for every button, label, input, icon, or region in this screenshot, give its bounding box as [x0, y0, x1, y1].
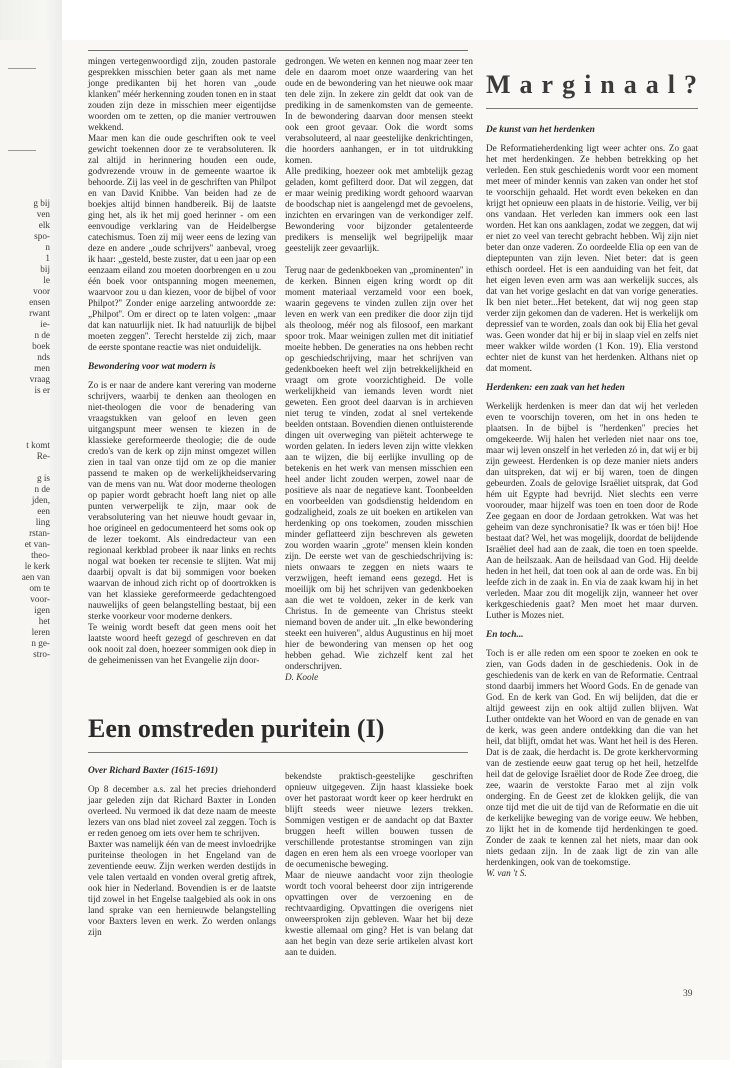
marginaal-subhead-1: De kunst van het herdenken [486, 125, 595, 135]
left-paragraph: Te weinig wordt beseft dat geen mens ooit het laatste woord heeft gezegd of geschreven en dat ook nooit zal doen, hoezeer sommigen ook diep in de geheimenissen van het Evangelie zijn door- [88, 622, 276, 665]
binding-fragment: et van- [24, 539, 50, 549]
binding-fragment: elk [38, 220, 50, 230]
binding-edge [0, 0, 62, 1068]
binding-fragment: Re- [36, 451, 50, 461]
marginaal-rule [486, 108, 698, 109]
article-paragraph: Maar de nieuwe aandacht voor zijn theologie wordt toch vooral beheerst door zijn intrigerende opvattingen over de verzoening en de rechtvaardiging. Opvattingen die overigens niet onweersproken zijn gebleven. Waar het bij deze kwestie allemaal om ging? Het is van belang dat aan het begin van deze serie artikelen alvast kort aan te duiden. [285, 870, 473, 957]
binding-fragment: om te [29, 583, 50, 593]
marginaal-subhead-3: En toch... [486, 630, 524, 640]
binding-fragment: theo- [31, 550, 50, 560]
binding-fragment: spo- [34, 231, 50, 241]
headline-rule [88, 752, 468, 753]
left-column [88, 56, 276, 666]
binding-dash-top [8, 68, 36, 69]
marginaal-column [486, 116, 698, 879]
binding-fragment: is er [34, 385, 50, 395]
binding-fragment: stro- [33, 649, 50, 659]
binding-fragment: rwant [29, 308, 50, 318]
binding-fragment: igen [34, 605, 50, 615]
binding-fragment: nds [37, 352, 50, 362]
binding-fragment: g bij [33, 198, 50, 208]
middle-paragraph: Terug naar de gedenkboeken van „prominenten'' in de kerken. Binnen eigen kring wordt op dit moment materiaal verzameld voor een boek, waarin gegevens te vinden zullen zijn over het leven en werk van een prediker die door zijn tijd als theoloog, méér nog als filosoof, een markant spoor trok. Maar weinigen zullen met dit initiatief moeite hebben. De generaties na ons hebben recht op geschiedschrijving, maar het schrijven van gedenkboeken heeft wel zijn betrekkelijkheid en vraagt om grote voorzichtigheid. De volle werkelijkheid van iemands leven wordt niet geweten. Een groot deel daarvan is in archieven niet terug te vinden, zodat al snel vertekende beelden ontstaan. Bovendien dienen ontluisterende dingen uit overweging van piëteit achterwege te worden gelaten. In ieders leven zijn witte vlekken aan te wijzen, die bij eerlijke invulling op de betekenis en het werk van mensen misschien een heel ander licht zouden werpen, zowel naar de positieve als naar de negatieve kant. Toonbeelden en voorbeelden van godsdienstig heldendom en godzaligheid, zoals ze uit boeken en artikelen van herdenking op ons toekomen, zouden misschien minder geflatteerd zijn beschreven als geweten zou worden waarin „grote'' mensen klein konden zijn. De eerste wet van de geschiedschrijving is: niets onwaars te zeggen en niets waars te verzwijgen, heeft iemand eens gezegd. Het is moeilijk om bij het schrijven van gedenkboeken aan die wet te voldoen, zeker in de kerk van Christus. In de gemeente van Christus steekt niemand boven de ander uit. „In elke bewondering steekt een huiveren'', aldus Augustinus en hij moet hier de bewondering van mensen op het oog hebben gehad. Wie zichzelf kent zal het onderschrijven. [285, 265, 473, 671]
binding-fragment: n de [34, 330, 50, 340]
binding-fragment: aen van [21, 572, 50, 582]
marginaal-title: Marginaal? [486, 70, 706, 99]
page-number: 39 [683, 989, 693, 999]
article-column-1 [88, 760, 276, 938]
binding-fragment: ensen [29, 297, 50, 307]
binding-fragment: 1 [45, 253, 50, 263]
article-paragraph: Op 8 december a.s. zal het precies driehonderd jaar geleden zijn dat Richard Baxter in Londen overleed. Nu vermoed ik dat deze naam de meeste lezers van ons blad niet zoveel zal zeggen. Toch is er reden genoeg om iets over hem te schrijven. [88, 784, 276, 838]
signature-koole: D. Koole [285, 672, 319, 682]
binding-fragments-1 [8, 198, 50, 396]
left-paragraph: mingen vertegenwoordigd zijn, zouden pastorale gesprekken misschien beter gaan als met name jonge predikanten bij het horen van „oude klanken'' méér herkenning zouden tonen en in staat zouden zijn deze in misschien meer eigentijdse woorden om te zetten, op die manier vertrouwen wekkend. [88, 56, 276, 132]
binding-fragment: vraag [29, 374, 50, 384]
marginaal-text-2: Werkelijk herdenken is meer dan dat wij het verleden even te voorschijn toveren, om het in ons heden te plaatsen. In de bijbel is "herdenken" precies het omgekeerde. Wij halen het verleden niet naar ons toe, maar wij leven onszelf in het verleden zó in, dat wij er bij zijn geweest. Herdenken is op deze manier niets anders dan uitspreken, dat wij er bij waren, toen de dingen gebeurden. Zoals de gelovige Israëliet uitsprak, dat God hém uit Egypte had bevrijd. Niet slechts een verre voorouder, maar hijzelf was toen en toen door de Rode Zee gegaan en door de Jordaan getrokken. Wat was het geheim van deze synchronisatie? Ik was er tóen bij! Hoe bestaat dat? Wel, het was mogelijk, doordat de belijdende Israëliet deel had aan de zaak, die toen en toen speelde. Aan de heilszaak. Aan de heilsdaad van God. Hij deelde heden in het heil, dat toen ook al aan de orde was. En bij leefde zich in de zaak in. En via de zaak kwam hij in het verleden. Maar zou dit mogelijk zijn, wanneer het over kerkgeschiedenis gaat? Men moet het maar durven. Luther is Mozes niet. [486, 401, 699, 620]
middle-column [285, 56, 473, 683]
binding-fragment: boek [32, 341, 50, 351]
article-headline: Een omstreden puritein (I) [88, 714, 385, 743]
binding-fragment: ie- [40, 319, 50, 329]
binding-fragments-2 [8, 440, 50, 660]
binding-fragment [8, 462, 50, 473]
left-paragraph: Maar men kan die oude geschriften ook te veel gewicht toekennen door ze te verabsoluteren. Ik zal altijd in herinnering houden een oude, godvrezende vrouw in de gemeente waartoe ik behoorde. Zij las veel in de geschriften van Philpot en van David Knibbe. Van beiden had ze de boekjes altijd binnen handbereik. Bij de laatste ging het, als ik het mij goed herinner - om een eenvoudige verklaring van de Heidelbergse catechismus. Toen zij mij weer eens de lezing van deze en andere „oude schrijvers'' aanbeval, vroeg ik haar: „gesteld, beste zuster, dat u een jaar op een eenzaam eiland zou moeten doorbrengen en u zou één boek voor ontspanning mogen meenemen, waarvoor zou u dan kiezen, voor de bijbel of voor Philpot?'' Zonder enige aarzeling antwoordde ze: „Philpot''. Om er direct op te laten volgen: „maar dat kan natuurlijk niet. Ik had natuurlijk de bijbel moeten zeggen''. Terecht herstelde zij zich, maar de eerste spontane reactie was niet onduidelijk. [88, 133, 276, 352]
binding-fragment: g is [36, 473, 50, 483]
binding-fragment: le [43, 275, 50, 285]
binding-fragment: le kerk [24, 561, 50, 571]
binding-fragment: t komt [26, 440, 50, 450]
marginaal-subhead-2: Herdenken: een zaak van het heden [486, 383, 625, 393]
left-paragraph: Zo is er naar de andere kant verering van moderne schrijvers, waarbij te denken aan theologen en niet-theologen die voor de benadering van vraagstukken van geloof en leven geen uitgangspunt meer wensen te kiezen in de klassieke gereformeerde theologie; die de oude credo's van de kerk op zijn minst omgezet willen zien in taal van onze tijd om ze op die manier passend te maken op de werkelijkheidservaring van de mens van nu. Wat door moderne theologen op papier wordt gebracht hoeft lang niet op alle punten verwerpelijk te zijn, maar ook de verabsolutering van het nieuwe houdt gevaar in, hoe origineel en gedocumenteerd het soms ook op de lezer toekomt. Als eindredacteur van een regionaal kerkblad probeer ik naar links en rechts nogal wat boeken ter recensie te slijten. Wat mij daarbij opvalt is dat bij sommigen voor boeken waarvan de inhoud zich richt op of doortrokken is van het klassieke gereformeerde gedachtengoed nauwelijks of geen belangstelling bestaat, bij een sterke voorkeur voor moderne denkers. [88, 380, 276, 621]
binding-fragment: ven [36, 209, 50, 219]
binding-fragment: het [38, 616, 50, 626]
middle-paragraph: Alle prediking, hoezeer ook met ambtelijk gezag geladen, komt gefilterd door. Dat wil zeggen, dat er maar weinig prediking wordt gehoord waarvan de boodschap niet is aangelengd met de gevoelens, inzichten en ervaringen van de verkondiger zelf. Bewondering voor bijzonder getalenteerde predikers is menselijk wel begrijpelijk maar geestelijk zeer gevaarlijk. [285, 166, 473, 253]
marginaal-text-3: Toch is er alle reden om een spoor te zoeken en ook te zien, van Gods daden in de geschiedenis. Ook in de geschiedenis van de kerk en van de Reformatie. Centraal stond daarbij immers het Woord Gods. En de genade van God. En de kerk van God. En wij belijden, dat die er altijd geweest zijn en ook altijd zullen blijven. Wat Luther ontdekte van het Woord en van de genade en van de kerk, was geen andere ontdekking dan die van het heil, dat blijft, omdat het was. Want het heil is des Heren. Dat is de zaak, die herdacht is. De grote kerkhervorming van de zestiende eeuw gaat terug op het heil, hetzelfde heil dat de gelovige Israëliet door de Rode Zee droeg, die zee, waarin de verstokte Farao met al zijn volk onderging. En de Geest zet de klokken gelijk, die van onze tijd met die uit de tijd van de Reformatie en die uit de kerkelijke beweging van de vorige eeuw. We hebben, zo lijkt het in de komende tijd herdenkingen te goed. Zonder de zaak te kennen zal het niets, maar dan ook niets gedaan zijn. In de zaak ligt de zin van alle herdenkingen, ook van de toekomstige. [486, 648, 698, 867]
signature-van-t-s: W. van 't S. [486, 868, 527, 878]
binding-fragment: leren [31, 627, 50, 637]
left-subhead: Bewondering voor wat modern is [88, 362, 216, 372]
article-paragraph: bekendste praktisch-geestelijke geschriften opnieuw uitgegeven. Zijn haast klassieke boek over het pastoraat wordt keer op keer herdrukt en blijft steeds weer nieuwe lezers trekken. Sommigen vestigen er de aandacht op dat Baxter bruggen heeft willen bouwen tussen de verschillende protestantse stromingen van zijn dagen en eren hem als een vroege voorloper van de oecumenische beweging. [285, 771, 473, 869]
binding-fragment: n ge- [31, 638, 50, 648]
article-subhead: Over Richard Baxter (1615-1691) [88, 766, 218, 776]
middle-paragraph: gedrongen. We weten en kennen nog maar zeer ten dele en daarom moet onze waardering van het oude en de bewondering van het nieuwe ook maar ten dele zijn. In zekere zin geldt dat ook van de prediking in de samenkomsten van de gemeente. In de bewondering daarvan door mensen steekt ook een groot gevaar. Ook die wordt soms verabsoluteerd, al naar geestelijke denkrichtingen, die hoorders aanhangen, er in tot uitdrukking komen. [285, 56, 473, 165]
binding-fragment: ling [35, 517, 50, 527]
binding-fragment: rstan- [29, 528, 50, 538]
marginaal-text-1: De Reformatieherdenking ligt weer achter ons. Zo gaat het met herdenkingen. Ze hebben betrekking op het verleden. Een stuk geschiedenis wordt voor een moment met meer of minder kennis van zaken van onder het stof te voorschijn gehaald. Het wordt even bekeken en dan krijgt het opnieuw een plaats in de historie. Veilig, ver bij ons vandaan. Het verleden kan immers ook een last worden. Het kan ons aanklagen, zodat we zeggen, dat wij er niet zo veel van terecht gebracht hebben. Wij zijn niet beter dan onze vaderen. Zo oordeelde Elia op een van de dieptepunten van zijn leven. Niet beter: dat is geen ethisch oordeel. Het is een aanduiding van het feit, dat het eigen leven even arm was aan werkelijk succes, als dat van het vorige geslacht en dat van vorige generaties. Ik ben niet beter...Het betekent, dat wij nog geen stap verder zijn gekomen dan de vaderen. Het is werkelijk om depressief van te worden, zoals dan ook bij Elia het geval was. Geen wonder dat hij er bij in slaap viel en zelfs niet meer wakker wilde worden (1 Kon. 19). Elia verstond echter niet de kunst van het herdenken. Althans niet op dat moment. [486, 143, 698, 373]
binding-fragment: een [37, 506, 50, 516]
binding-fragment: voor- [30, 594, 50, 604]
article-column-2 [285, 771, 473, 958]
binding-dash-middle [8, 150, 36, 151]
article-paragraph: Baxter was namelijk één van de meest invloedrijke puriteinse theologen in het Engeland van de zeventiende eeuw. Zijn werken werden destijds in vele talen vertaald en vonden overal gretig aftrek, ook hier in Nederland. Bovendien is er de laatste tijd zowel in het Engelse taalgebied als ook in ons land sprake van een hernieuwde belangstelling voor Baxters leven en werk. Zo werden onlangs zijn [88, 839, 276, 937]
top-rule [88, 50, 468, 51]
binding-fragment: bij [40, 264, 50, 274]
binding-fragment: voor [33, 286, 50, 296]
binding-fragment: jden, [31, 495, 50, 505]
binding-fragment: n de [34, 484, 50, 494]
binding-fragment: n [45, 242, 50, 252]
binding-fragment: men [34, 363, 50, 373]
